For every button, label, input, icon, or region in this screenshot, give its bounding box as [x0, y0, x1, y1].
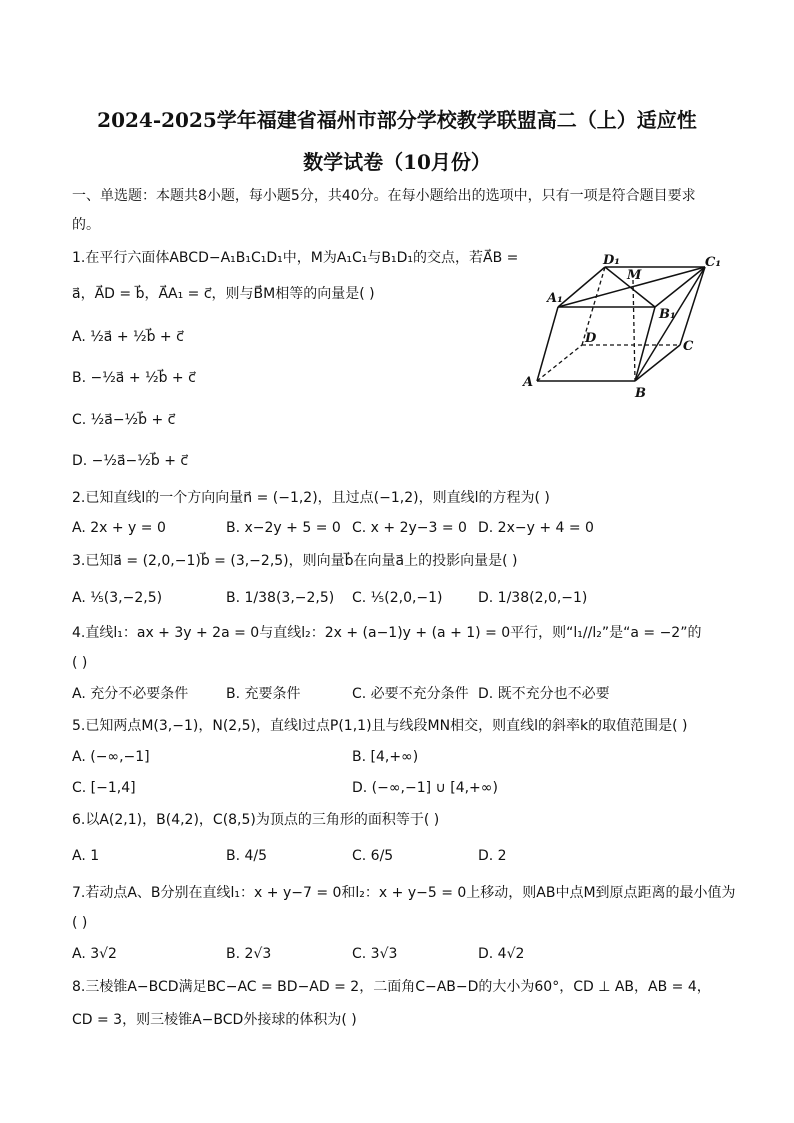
- q7-option-a: A. 3√2: [72, 946, 117, 962]
- label-d1: D₁: [603, 253, 620, 268]
- page-title: 2024-2025学年福建省福州市部分学校教学联盟高二（上）适应性: [97, 108, 697, 132]
- page-subtitle: 数学试卷（10月份）: [303, 150, 491, 174]
- section-header: 一、单选题：本题共8小题，每小题5分，共40分。在每小题给出的选项中，只有一项是符合题目要求: [72, 188, 696, 204]
- q5-option-d: D. (−∞,−1] ∪ [4,+∞): [352, 780, 498, 796]
- q8-stem-line1: 8.三棱锥A−BCD满足BC−AC = BD−AD = 2，二面角C−AB−D的大小为60°，CD ⊥ AB，AB = 4，: [72, 979, 711, 995]
- edge-bc: [635, 345, 680, 381]
- q4-option-b: B. 充要条件: [226, 686, 301, 702]
- q2-stem: 2.已知直线l的一个方向向量n⃗ = (−1,2)，且过点(−1,2)，则直线l的方程为( ): [72, 490, 550, 506]
- q6-option-d: D. 2: [478, 848, 507, 864]
- q3-option-d: D. 1/38(2,0,−1): [478, 590, 588, 606]
- seg-bm-hidden: [633, 280, 635, 381]
- edge-ad-hidden: [537, 345, 582, 381]
- q4-option-c: C. 必要不充分条件: [352, 686, 469, 702]
- label-b1: B₁: [659, 307, 676, 322]
- edge-bb1: [635, 307, 655, 381]
- q3-option-b: B. 1/38(3,−2,5): [226, 590, 335, 606]
- label-c: C: [683, 339, 694, 354]
- q1-option-a: A. ½a⃗ + ½b⃗ + c⃗: [72, 329, 184, 345]
- q1-option-c: C. ½a⃗−½b⃗ + c⃗: [72, 412, 176, 428]
- q6-option-c: C. 6/5: [352, 848, 394, 864]
- q5-option-c: C. [−1,4]: [72, 780, 136, 796]
- q8-stem-line2: CD = 3，则三棱锥A−BCD外接球的体积为( ): [72, 1012, 357, 1028]
- q7-option-c: C. 3√3: [352, 946, 398, 962]
- label-a1: A₁: [547, 291, 563, 306]
- q1-option-d: D. −½a⃗−½b⃗ + c⃗: [72, 453, 189, 469]
- q6-option-a: A. 1: [72, 848, 100, 864]
- q3-option-c: C. ⅕(2,0,−1): [352, 590, 443, 606]
- label-c1: C₁: [705, 255, 722, 270]
- seg-bc1: [635, 267, 705, 381]
- q3-option-a: A. ⅕(3,−2,5): [72, 590, 163, 606]
- label-b: B: [635, 386, 646, 400]
- q1-option-b: B. −½a⃗ + ½b⃗ + c⃗: [72, 370, 196, 386]
- q4-stem-line1: 4.直线l₁：ax + 3y + 2a = 0与直线l₂：2x + (a−1)y + (a + 1) = 0平行，则“l₁//l₂”是“a = −2”的: [72, 625, 702, 641]
- q1-stem-line1: 1.在平行六面体ABCD−A₁B₁C₁D₁中，M为A₁C₁与B₁D₁的交点，若A⃗B =: [72, 250, 519, 266]
- edge-b1c1: [655, 267, 705, 307]
- edge-aa1: [537, 307, 558, 381]
- q6-stem: 6.以A(2,1)，B(4,2)，C(8,5)为顶点的三角形的面积等于( ): [72, 812, 440, 828]
- section-header-cont: 的。: [72, 217, 100, 233]
- q2-option-c: C. x + 2y−3 = 0: [352, 520, 467, 536]
- q7-option-d: D. 4√2: [478, 946, 525, 962]
- edge-cc1: [680, 267, 705, 345]
- q4-option-d: D. 既不充分也不必要: [478, 686, 610, 702]
- label-a: A: [523, 375, 534, 390]
- q3-stem: 3.已知a⃗ = (2,0,−1)b⃗ = (3,−2,5)，则向量b⃗在向量a⃗上的投影向量是( ): [72, 553, 518, 569]
- q4-option-a: A. 充分不必要条件: [72, 686, 189, 702]
- label-m: M: [627, 268, 642, 283]
- q5-option-a: A. (−∞,−1]: [72, 749, 150, 765]
- q2-option-d: D. 2x−y + 4 = 0: [478, 520, 594, 536]
- q7-stem-line2: ( ): [72, 915, 88, 931]
- q5-stem: 5.已知两点M(3,−1)，N(2,5)，直线l过点P(1,1)且与线段MN相交，则直线l的斜率k的取值范围是( ): [72, 718, 688, 734]
- q7-option-b: B. 2√3: [226, 946, 272, 962]
- q6-option-b: B. 4/5: [226, 848, 268, 864]
- parallelepiped-figure: [515, 250, 725, 400]
- q2-option-b: B. x−2y + 5 = 0: [226, 520, 341, 536]
- q5-option-b: B. [4,+∞): [352, 749, 419, 765]
- q4-stem-line2: ( ): [72, 655, 88, 671]
- q7-stem-line1: 7.若动点A、B分别在直线l₁：x + y−7 = 0和l₂：x + y−5 = 0上移动，则AB中点M到原点距离的最小值为: [72, 885, 736, 901]
- q2-option-a: A. 2x + y = 0: [72, 520, 166, 536]
- q1-stem-line2: a⃗，A⃗D = b⃗，A⃗A₁ = c⃗，则与B⃗M相等的向量是( ): [72, 286, 375, 302]
- label-d: D: [585, 331, 597, 346]
